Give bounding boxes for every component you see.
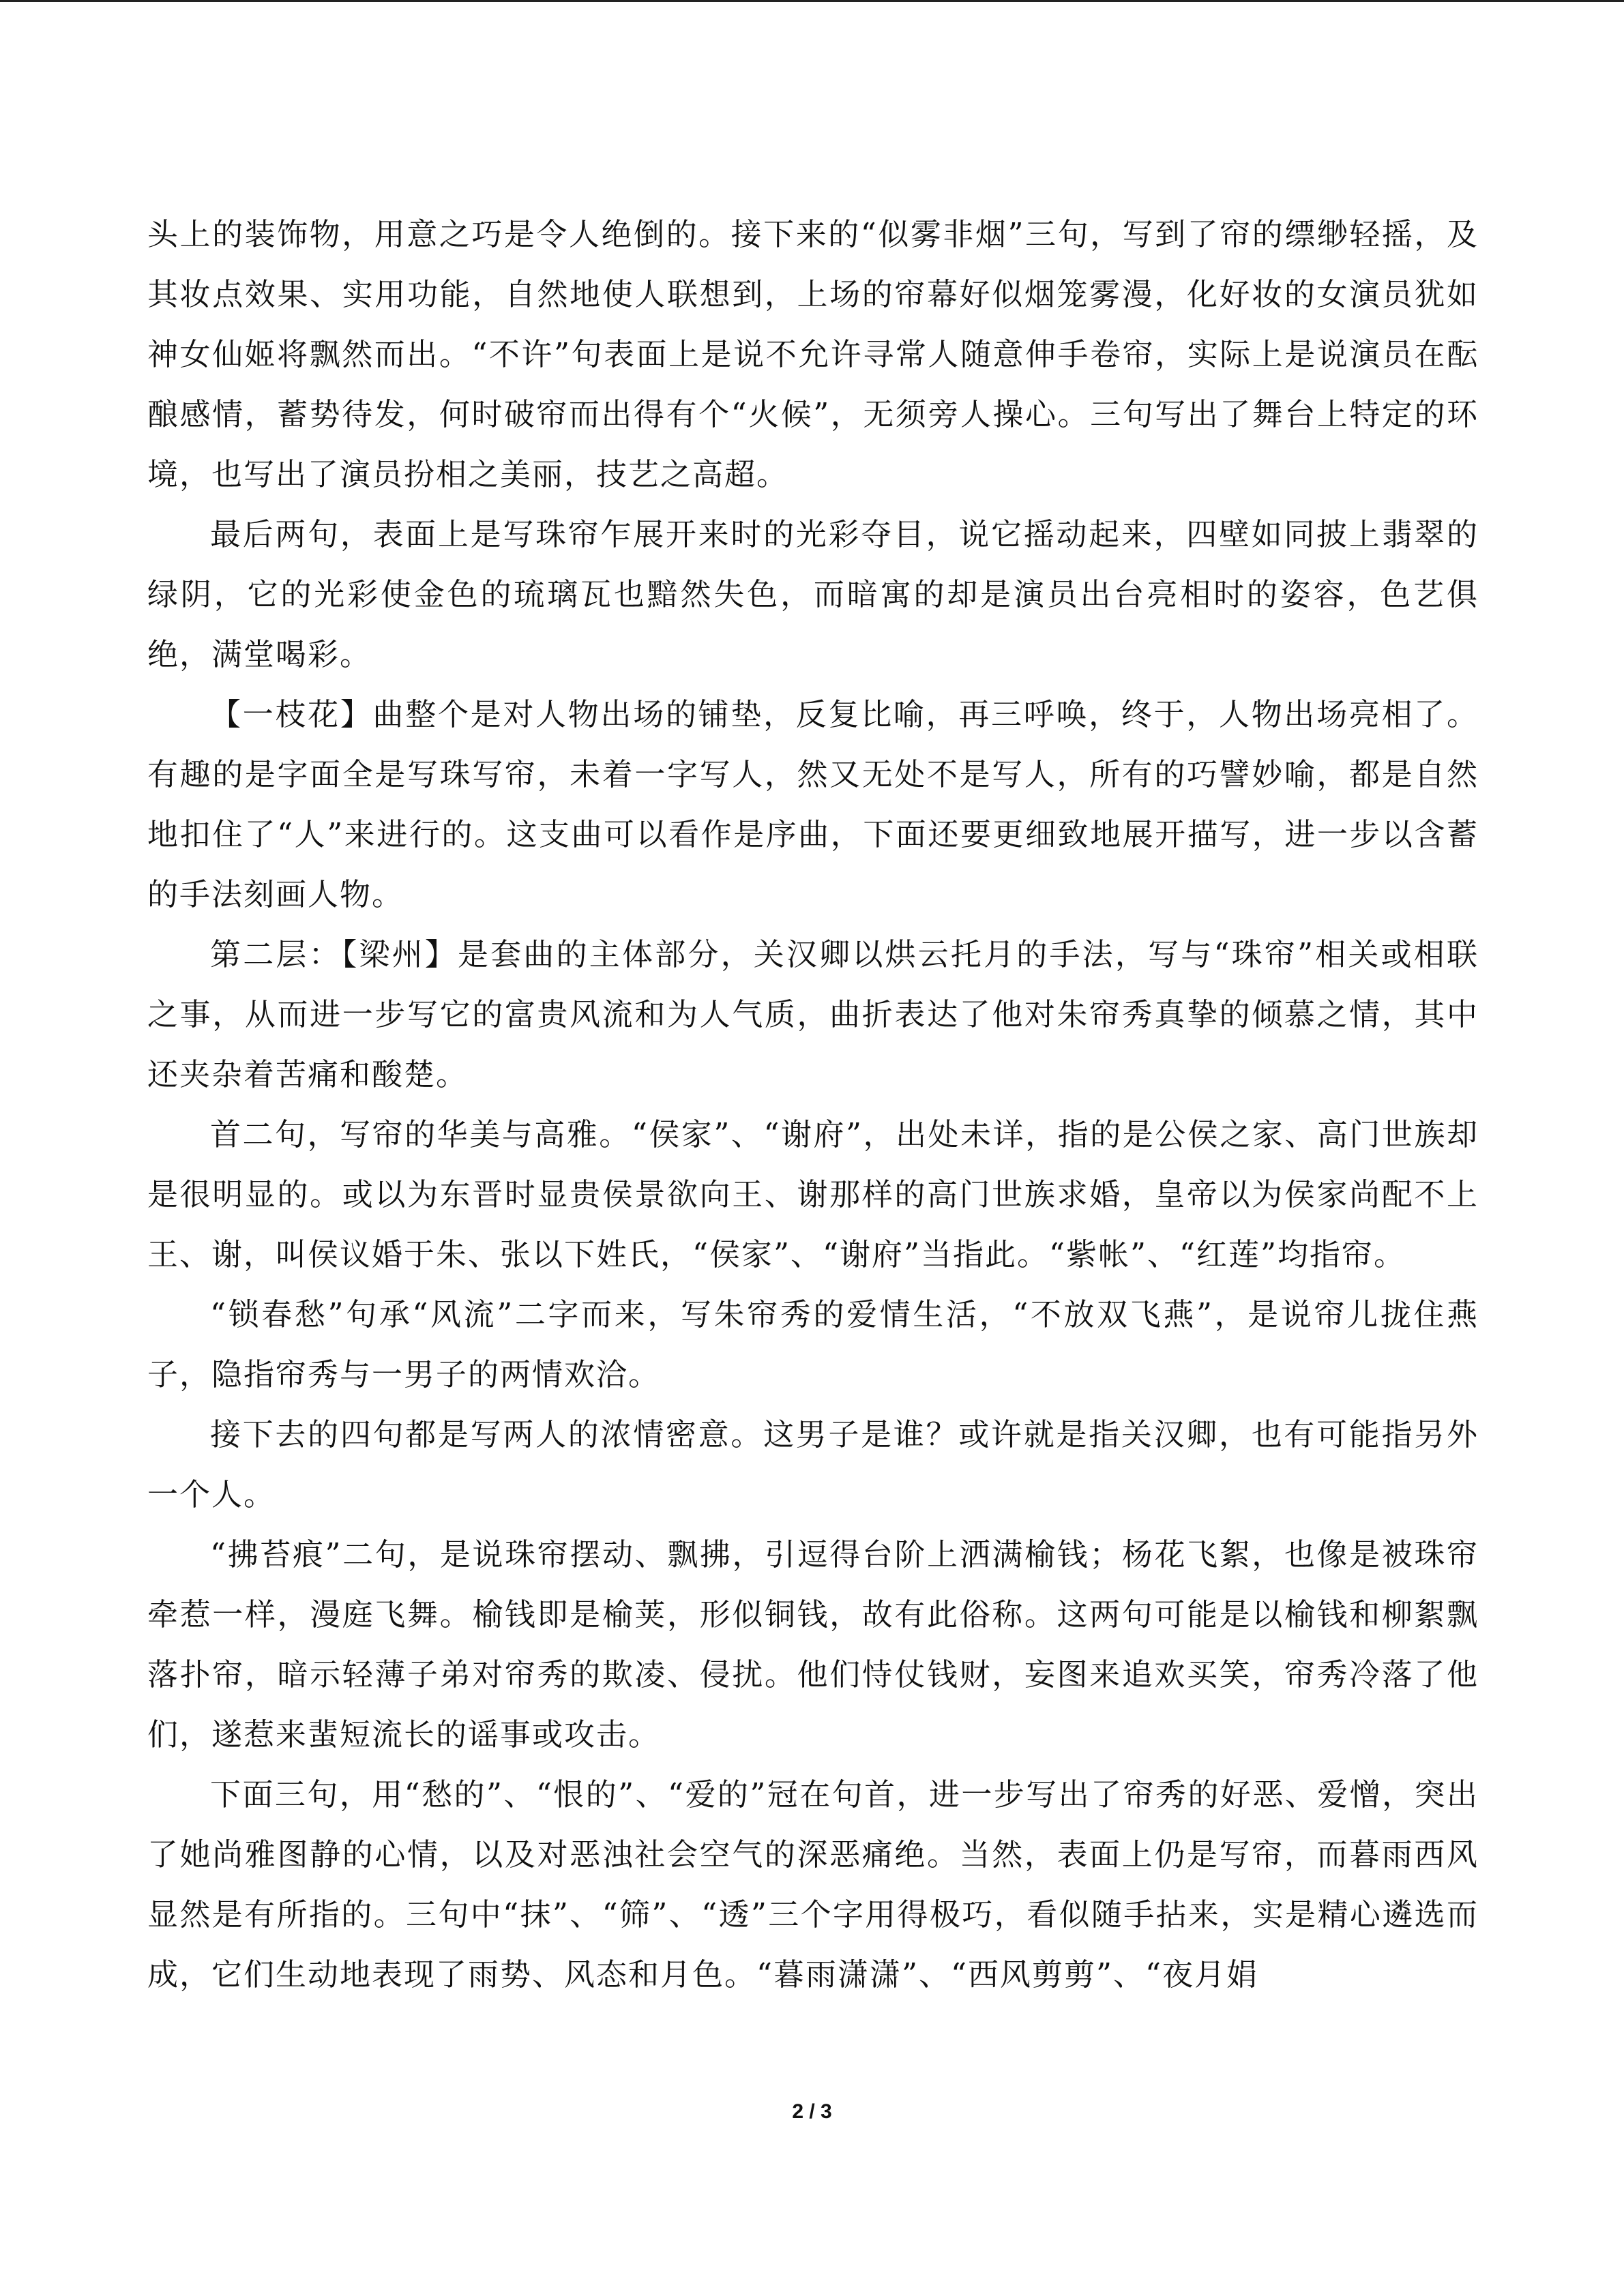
paragraph-7: 接下去的四句都是写两人的浓情密意。这男子是谁？或许就是指关汉卿，也有可能指另外一个人。 (147, 1416, 1479, 1512)
paragraph-1: 头上的装饰物，用意之巧是令人绝倒的。接下来的“似雾非烟”三句，写到了帘的缥缈轻摇，及其妆点效果、实用功能，自然地使人联想到，上场的帘幕好似烟笼雾漫，化好妆的女演员犹如神女仙姬将飘然而出。“不许”句表面上是说不允许寻常人随意伸手卷帘，实际上是说演员在酝酿感情，蓄势待发，何时破帘而出得有个“火候”，无须旁人操心。三句写出了舞台上特定的环境，也写出了演员扮相之美丽，技艺之高超。 (147, 216, 1479, 492)
paragraph-9: 下面三句，用“愁的”、“恨的”、“爱的”冠在句首，进一步写出了帘秀的好恶、爱憎，突出了她尚雅图静的心情，以及对恶浊社会空气的深恶痛绝。当然，表面上仍是写帘，而暮雨西风显然是有所指的。三句中“抹”、“筛”、“透”三个字用得极巧，看似随手拈来，实是精心遴选而成，它们生动地表现了雨势、风态和月色。“暮雨潇潇”、“西风剪剪”、“夜月娟 (147, 1776, 1479, 1993)
paragraph-2: 最后两句，表面上是写珠帘乍展开来时的光彩夺目，说它摇动起来，四壁如同披上翡翠的绿阴，它的光彩使金色的琉璃瓦也黯然失色，而暗寓的却是演员出台亮相时的姿容，色艺俱绝，满堂喝彩。 (147, 516, 1479, 672)
paragraph-8: “拂苔痕”二句，是说珠帘摆动、飘拂，引逗得台阶上洒满榆钱；杨花飞絮，也像是被珠帘牵惹一样，漫庭飞舞。榆钱即是榆荚，形似铜钱，故有此俗称。这两句可能是以榆钱和柳絮飘落扑帘，暗示轻薄子弟对帘秀的欺凌、侵扰。他们恃仗钱财，妄图来追欢买笑，帘秀冷落了他们，遂惹来蜚短流长的谣事或攻击。 (147, 1536, 1479, 1753)
top-border-line (0, 0, 1624, 2)
paragraph-4: 第二层：【梁州】是套曲的主体部分，关汉卿以烘云托月的手法，写与“珠帘”相关或相联之事，从而进一步写它的富贵风流和为人气质，曲折表达了他对朱帘秀真挚的倾慕之情，其中还夹杂着苦痛和酸楚。 (147, 936, 1479, 1092)
page-number: 2 / 3 (792, 2100, 832, 2123)
paragraph-3: 【一枝花】曲整个是对人物出场的铺垫，反复比喻，再三呼唤，终于，人物出场亮相了。有趣的是字面全是写珠写帘，未着一字写人，然又无处不是写人，所有的巧譬妙喻，都是自然地扣住了“人”来进行的。这支曲可以看作是序曲，下面还要更细致地展开描写，进一步以含蓄的手法刻画人物。 (147, 696, 1479, 912)
document-body (147, 205, 1479, 2005)
paragraph-5: 首二句，写帘的华美与高雅。“侯家”、“谢府”，出处未详，指的是公侯之家、高门世族却是很明显的。或以为东晋时显贵侯景欲向王、谢那样的高门世族求婚，皇帝以为侯家尚配不上王、谢，叫侯议婚于朱、张以下姓氏，“侯家”、“谢府”当指此。“紫帐”、“红莲”均指帘。 (147, 1116, 1479, 1272)
paragraph-6: “锁春愁”句承“风流”二字而来，写朱帘秀的爱情生活，“不放双飞燕”，是说帘儿拢住燕子，隐指帘秀与一男子的两情欢洽。 (147, 1296, 1479, 1392)
